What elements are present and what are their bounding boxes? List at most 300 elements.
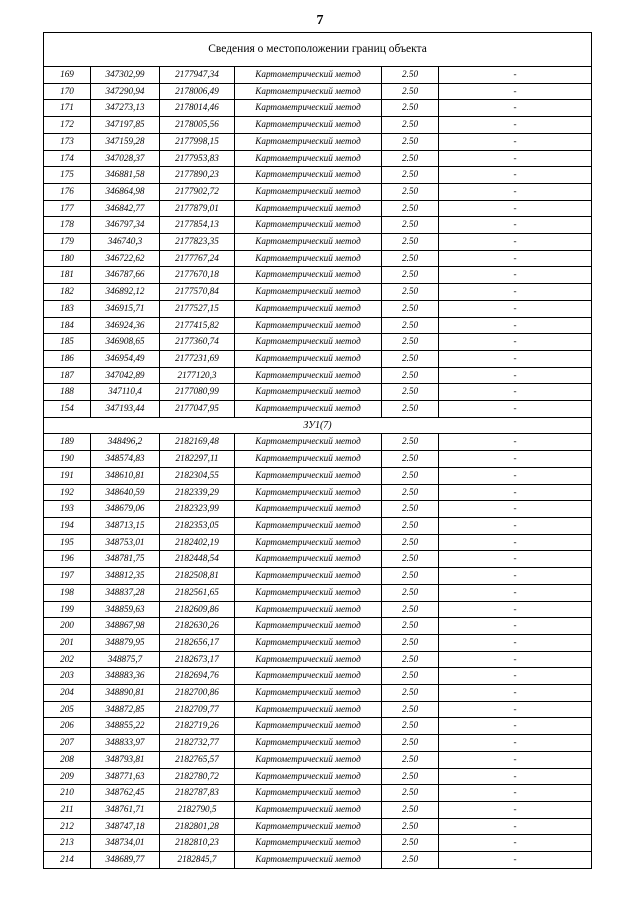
- precision-cell: 2.50: [382, 801, 439, 818]
- method-cell: Картометрический метод: [235, 651, 382, 668]
- precision-cell: 2.50: [382, 167, 439, 184]
- table-body: [44, 33, 592, 869]
- table-row: [44, 517, 592, 534]
- table-row: [44, 100, 592, 117]
- point-number-cell: 188: [44, 384, 91, 401]
- method-cell: Картометрический метод: [235, 701, 382, 718]
- description-cell: -: [439, 150, 592, 167]
- precision-cell: 2.50: [382, 568, 439, 585]
- boundary-table: [43, 32, 592, 869]
- method-cell: Картометрический метод: [235, 334, 382, 351]
- table-row: [44, 668, 592, 685]
- description-cell: -: [439, 735, 592, 752]
- x-coordinate-cell: 348890,81: [91, 685, 160, 702]
- x-coordinate-cell: 348837,28: [91, 584, 160, 601]
- precision-cell: 2.50: [382, 651, 439, 668]
- precision-cell: 2.50: [382, 150, 439, 167]
- x-coordinate-cell: 348833,97: [91, 735, 160, 752]
- y-coordinate-cell: 2182780,72: [160, 768, 235, 785]
- y-coordinate-cell: 2177047,95: [160, 401, 235, 418]
- precision-cell: 2.50: [382, 484, 439, 501]
- precision-cell: 2.50: [382, 67, 439, 84]
- section-heading: ЗУ1(7): [44, 417, 592, 434]
- description-cell: -: [439, 234, 592, 251]
- precision-cell: 2.50: [382, 334, 439, 351]
- description-cell: -: [439, 651, 592, 668]
- y-coordinate-cell: 2177527,15: [160, 300, 235, 317]
- y-coordinate-cell: 2177947,34: [160, 67, 235, 84]
- precision-cell: 2.50: [382, 367, 439, 384]
- point-number-cell: 169: [44, 67, 91, 84]
- table-row: [44, 835, 592, 852]
- method-cell: Картометрический метод: [235, 568, 382, 585]
- x-coordinate-cell: 348610,81: [91, 467, 160, 484]
- point-number-cell: 184: [44, 317, 91, 334]
- description-cell: -: [439, 701, 592, 718]
- point-number-cell: 154: [44, 401, 91, 418]
- precision-cell: 2.50: [382, 117, 439, 134]
- method-cell: Картометрический метод: [235, 167, 382, 184]
- point-number-cell: 205: [44, 701, 91, 718]
- method-cell: Картометрический метод: [235, 718, 382, 735]
- table-row: [44, 551, 592, 568]
- table-row: [44, 384, 592, 401]
- method-cell: Картометрический метод: [235, 300, 382, 317]
- description-cell: -: [439, 83, 592, 100]
- precision-cell: 2.50: [382, 401, 439, 418]
- table-row: [44, 167, 592, 184]
- point-number-cell: 202: [44, 651, 91, 668]
- point-number-cell: 198: [44, 584, 91, 601]
- x-coordinate-cell: 347290,94: [91, 83, 160, 100]
- table-row: [44, 284, 592, 301]
- table-row: [44, 300, 592, 317]
- precision-cell: 2.50: [382, 250, 439, 267]
- table-row: [44, 584, 592, 601]
- y-coordinate-cell: 2182508,81: [160, 568, 235, 585]
- method-cell: Картометрический метод: [235, 133, 382, 150]
- y-coordinate-cell: 2177570,84: [160, 284, 235, 301]
- table-row: [44, 401, 592, 418]
- table-row: [44, 350, 592, 367]
- y-coordinate-cell: 2182719,26: [160, 718, 235, 735]
- method-cell: Картометрический метод: [235, 67, 382, 84]
- point-number-cell: 192: [44, 484, 91, 501]
- point-number-cell: 207: [44, 735, 91, 752]
- precision-cell: 2.50: [382, 634, 439, 651]
- y-coordinate-cell: 2182656,17: [160, 634, 235, 651]
- y-coordinate-cell: 2182169,48: [160, 434, 235, 451]
- method-cell: Картометрический метод: [235, 117, 382, 134]
- precision-cell: 2.50: [382, 718, 439, 735]
- table-row: [44, 568, 592, 585]
- description-cell: -: [439, 801, 592, 818]
- description-cell: -: [439, 217, 592, 234]
- table-row: [44, 651, 592, 668]
- method-cell: Картометрический метод: [235, 501, 382, 518]
- y-coordinate-cell: 2182732,77: [160, 735, 235, 752]
- y-coordinate-cell: 2182297,11: [160, 451, 235, 468]
- y-coordinate-cell: 2177823,35: [160, 234, 235, 251]
- y-coordinate-cell: 2177998,15: [160, 133, 235, 150]
- description-cell: -: [439, 568, 592, 585]
- x-coordinate-cell: 348879,95: [91, 634, 160, 651]
- precision-cell: 2.50: [382, 517, 439, 534]
- point-number-cell: 173: [44, 133, 91, 150]
- point-number-cell: 193: [44, 501, 91, 518]
- method-cell: Картометрический метод: [235, 818, 382, 835]
- point-number-cell: 210: [44, 785, 91, 802]
- method-cell: Картометрический метод: [235, 852, 382, 869]
- x-coordinate-cell: 346797,34: [91, 217, 160, 234]
- description-cell: -: [439, 100, 592, 117]
- y-coordinate-cell: 2182323,99: [160, 501, 235, 518]
- method-cell: Картометрический метод: [235, 100, 382, 117]
- point-number-cell: 182: [44, 284, 91, 301]
- description-cell: -: [439, 818, 592, 835]
- description-cell: -: [439, 551, 592, 568]
- x-coordinate-cell: 347193,44: [91, 401, 160, 418]
- precision-cell: 2.50: [382, 701, 439, 718]
- y-coordinate-cell: 2182402,19: [160, 534, 235, 551]
- x-coordinate-cell: 346722,62: [91, 250, 160, 267]
- point-number-cell: 170: [44, 83, 91, 100]
- y-coordinate-cell: 2182694,76: [160, 668, 235, 685]
- x-coordinate-cell: 348812,35: [91, 568, 160, 585]
- point-number-cell: 197: [44, 568, 91, 585]
- method-cell: Картометрический метод: [235, 434, 382, 451]
- point-number-cell: 189: [44, 434, 91, 451]
- point-number-cell: 194: [44, 517, 91, 534]
- precision-cell: 2.50: [382, 601, 439, 618]
- x-coordinate-cell: 348689,77: [91, 852, 160, 869]
- precision-cell: 2.50: [382, 217, 439, 234]
- point-number-cell: 183: [44, 300, 91, 317]
- precision-cell: 2.50: [382, 133, 439, 150]
- x-coordinate-cell: 346892,12: [91, 284, 160, 301]
- y-coordinate-cell: 2182673,17: [160, 651, 235, 668]
- precision-cell: 2.50: [382, 451, 439, 468]
- point-number-cell: 176: [44, 183, 91, 200]
- y-coordinate-cell: 2178006,49: [160, 83, 235, 100]
- table-row: [44, 634, 592, 651]
- x-coordinate-cell: 348640,59: [91, 484, 160, 501]
- description-cell: -: [439, 284, 592, 301]
- method-cell: Картометрический метод: [235, 685, 382, 702]
- method-cell: Картометрический метод: [235, 317, 382, 334]
- method-cell: Картометрический метод: [235, 801, 382, 818]
- precision-cell: 2.50: [382, 751, 439, 768]
- x-coordinate-cell: 346915,71: [91, 300, 160, 317]
- x-coordinate-cell: 348753,01: [91, 534, 160, 551]
- description-cell: -: [439, 367, 592, 384]
- y-coordinate-cell: 2182609,86: [160, 601, 235, 618]
- y-coordinate-cell: 2178005,56: [160, 117, 235, 134]
- method-cell: Картометрический метод: [235, 484, 382, 501]
- x-coordinate-cell: 348872,85: [91, 701, 160, 718]
- table-row: [44, 183, 592, 200]
- x-coordinate-cell: 347159,28: [91, 133, 160, 150]
- x-coordinate-cell: 348771,63: [91, 768, 160, 785]
- x-coordinate-cell: 347302,99: [91, 67, 160, 84]
- y-coordinate-cell: 2177854,13: [160, 217, 235, 234]
- y-coordinate-cell: 2182790,5: [160, 801, 235, 818]
- table-row: [44, 751, 592, 768]
- y-coordinate-cell: 2177360,74: [160, 334, 235, 351]
- point-number-cell: 206: [44, 718, 91, 735]
- y-coordinate-cell: 2177231,69: [160, 350, 235, 367]
- x-coordinate-cell: 348867,98: [91, 618, 160, 635]
- description-cell: -: [439, 467, 592, 484]
- point-number-cell: 190: [44, 451, 91, 468]
- point-number-cell: 199: [44, 601, 91, 618]
- table-row: [44, 67, 592, 84]
- precision-cell: 2.50: [382, 384, 439, 401]
- description-cell: -: [439, 167, 592, 184]
- point-number-cell: 172: [44, 117, 91, 134]
- method-cell: Картометрический метод: [235, 234, 382, 251]
- point-number-cell: 179: [44, 234, 91, 251]
- x-coordinate-cell: 348781,75: [91, 551, 160, 568]
- method-cell: Картометрический метод: [235, 467, 382, 484]
- description-cell: -: [439, 584, 592, 601]
- x-coordinate-cell: 348761,71: [91, 801, 160, 818]
- precision-cell: 2.50: [382, 317, 439, 334]
- table-row: [44, 317, 592, 334]
- x-coordinate-cell: 347028,37: [91, 150, 160, 167]
- precision-cell: 2.50: [382, 350, 439, 367]
- description-cell: -: [439, 835, 592, 852]
- x-coordinate-cell: 347042,89: [91, 367, 160, 384]
- table-row: [44, 133, 592, 150]
- point-number-cell: 200: [44, 618, 91, 635]
- description-cell: -: [439, 334, 592, 351]
- description-cell: -: [439, 668, 592, 685]
- precision-cell: 2.50: [382, 818, 439, 835]
- method-cell: Картометрический метод: [235, 618, 382, 635]
- point-number-cell: 186: [44, 350, 91, 367]
- x-coordinate-cell: 348883,36: [91, 668, 160, 685]
- description-cell: -: [439, 67, 592, 84]
- x-coordinate-cell: 348855,22: [91, 718, 160, 735]
- y-coordinate-cell: 2182630,26: [160, 618, 235, 635]
- precision-cell: 2.50: [382, 267, 439, 284]
- description-cell: -: [439, 434, 592, 451]
- precision-cell: 2.50: [382, 100, 439, 117]
- method-cell: Картометрический метод: [235, 267, 382, 284]
- method-cell: Картометрический метод: [235, 584, 382, 601]
- method-cell: Картометрический метод: [235, 551, 382, 568]
- table-row: [44, 801, 592, 818]
- method-cell: Картометрический метод: [235, 217, 382, 234]
- x-coordinate-cell: 346864,98: [91, 183, 160, 200]
- precision-cell: 2.50: [382, 234, 439, 251]
- x-coordinate-cell: 346954,49: [91, 350, 160, 367]
- y-coordinate-cell: 2182709,77: [160, 701, 235, 718]
- description-cell: -: [439, 350, 592, 367]
- table-row: [44, 735, 592, 752]
- precision-cell: 2.50: [382, 735, 439, 752]
- y-coordinate-cell: 2182448,54: [160, 551, 235, 568]
- table-row: [44, 718, 592, 735]
- table-row: [44, 451, 592, 468]
- precision-cell: 2.50: [382, 284, 439, 301]
- table-row: [44, 618, 592, 635]
- method-cell: Картометрический метод: [235, 785, 382, 802]
- method-cell: Картометрический метод: [235, 835, 382, 852]
- precision-cell: 2.50: [382, 467, 439, 484]
- description-cell: -: [439, 451, 592, 468]
- method-cell: Картометрический метод: [235, 350, 382, 367]
- x-coordinate-cell: 348734,01: [91, 835, 160, 852]
- x-coordinate-cell: 348496,2: [91, 434, 160, 451]
- method-cell: Картометрический метод: [235, 634, 382, 651]
- description-cell: -: [439, 751, 592, 768]
- table-row: [44, 367, 592, 384]
- table-row: [44, 852, 592, 869]
- method-cell: Картометрический метод: [235, 735, 382, 752]
- y-coordinate-cell: 2182765,57: [160, 751, 235, 768]
- x-coordinate-cell: 348574,83: [91, 451, 160, 468]
- table-row: [44, 334, 592, 351]
- table-row: [44, 467, 592, 484]
- y-coordinate-cell: 2182845,7: [160, 852, 235, 869]
- description-cell: -: [439, 250, 592, 267]
- precision-cell: 2.50: [382, 785, 439, 802]
- x-coordinate-cell: 348747,18: [91, 818, 160, 835]
- x-coordinate-cell: 348762,45: [91, 785, 160, 802]
- point-number-cell: 212: [44, 818, 91, 835]
- x-coordinate-cell: 346881,58: [91, 167, 160, 184]
- y-coordinate-cell: 2182353,05: [160, 517, 235, 534]
- precision-cell: 2.50: [382, 434, 439, 451]
- point-number-cell: 187: [44, 367, 91, 384]
- point-number-cell: 191: [44, 467, 91, 484]
- point-number-cell: 178: [44, 217, 91, 234]
- table-row: [44, 534, 592, 551]
- y-coordinate-cell: 2182787,83: [160, 785, 235, 802]
- point-number-cell: 214: [44, 852, 91, 869]
- point-number-cell: 201: [44, 634, 91, 651]
- point-number-cell: 196: [44, 551, 91, 568]
- description-cell: -: [439, 300, 592, 317]
- y-coordinate-cell: 2177953,83: [160, 150, 235, 167]
- table-row: [44, 818, 592, 835]
- y-coordinate-cell: 2177120,3: [160, 367, 235, 384]
- description-cell: -: [439, 183, 592, 200]
- x-coordinate-cell: 346908,65: [91, 334, 160, 351]
- point-number-cell: 174: [44, 150, 91, 167]
- x-coordinate-cell: 347197,85: [91, 117, 160, 134]
- description-cell: -: [439, 601, 592, 618]
- precision-cell: 2.50: [382, 551, 439, 568]
- y-coordinate-cell: 2182810,23: [160, 835, 235, 852]
- table-row: [44, 768, 592, 785]
- x-coordinate-cell: 346924,36: [91, 317, 160, 334]
- description-cell: -: [439, 517, 592, 534]
- y-coordinate-cell: 2178014,46: [160, 100, 235, 117]
- table-row: [44, 701, 592, 718]
- x-coordinate-cell: 346740,3: [91, 234, 160, 251]
- method-cell: Картометрический метод: [235, 768, 382, 785]
- method-cell: Картометрический метод: [235, 200, 382, 217]
- table-row: [44, 117, 592, 134]
- precision-cell: 2.50: [382, 183, 439, 200]
- point-number-cell: 213: [44, 835, 91, 852]
- x-coordinate-cell: 348713,15: [91, 517, 160, 534]
- y-coordinate-cell: 2177890,23: [160, 167, 235, 184]
- description-cell: -: [439, 618, 592, 635]
- method-cell: Картометрический метод: [235, 83, 382, 100]
- point-number-cell: 181: [44, 267, 91, 284]
- point-number-cell: 177: [44, 200, 91, 217]
- table-row: [44, 217, 592, 234]
- description-cell: -: [439, 133, 592, 150]
- method-cell: Картометрический метод: [235, 451, 382, 468]
- y-coordinate-cell: 2182801,28: [160, 818, 235, 835]
- precision-cell: 2.50: [382, 685, 439, 702]
- y-coordinate-cell: 2177767,24: [160, 250, 235, 267]
- description-cell: -: [439, 200, 592, 217]
- table-row: [44, 250, 592, 267]
- method-cell: Картометрический метод: [235, 384, 382, 401]
- point-number-cell: 185: [44, 334, 91, 351]
- x-coordinate-cell: 347110,4: [91, 384, 160, 401]
- precision-cell: 2.50: [382, 534, 439, 551]
- description-cell: -: [439, 634, 592, 651]
- x-coordinate-cell: 348793,81: [91, 751, 160, 768]
- method-cell: Картометрический метод: [235, 668, 382, 685]
- method-cell: Картометрический метод: [235, 284, 382, 301]
- description-cell: -: [439, 685, 592, 702]
- precision-cell: 2.50: [382, 768, 439, 785]
- description-cell: -: [439, 117, 592, 134]
- description-cell: -: [439, 501, 592, 518]
- precision-cell: 2.50: [382, 83, 439, 100]
- table-row: [44, 234, 592, 251]
- x-coordinate-cell: 348679,06: [91, 501, 160, 518]
- precision-cell: 2.50: [382, 501, 439, 518]
- precision-cell: 2.50: [382, 618, 439, 635]
- table-row: [44, 267, 592, 284]
- precision-cell: 2.50: [382, 584, 439, 601]
- table-row: [44, 484, 592, 501]
- table-row: [44, 501, 592, 518]
- method-cell: Картометрический метод: [235, 601, 382, 618]
- x-coordinate-cell: 346787,66: [91, 267, 160, 284]
- table-row: [44, 685, 592, 702]
- description-cell: -: [439, 852, 592, 869]
- point-number-cell: 175: [44, 167, 91, 184]
- table-title-row: [44, 33, 592, 67]
- method-cell: Картометрический метод: [235, 183, 382, 200]
- description-cell: -: [439, 267, 592, 284]
- description-cell: -: [439, 534, 592, 551]
- table-row: [44, 785, 592, 802]
- precision-cell: 2.50: [382, 200, 439, 217]
- y-coordinate-cell: 2182700,86: [160, 685, 235, 702]
- description-cell: -: [439, 768, 592, 785]
- method-cell: Картометрический метод: [235, 401, 382, 418]
- section-heading-row: [44, 417, 592, 434]
- y-coordinate-cell: 2182561,65: [160, 584, 235, 601]
- y-coordinate-cell: 2182304,55: [160, 467, 235, 484]
- table-title: Сведения о местоположении границ объекта: [44, 33, 592, 67]
- x-coordinate-cell: 348859,63: [91, 601, 160, 618]
- y-coordinate-cell: 2177080,99: [160, 384, 235, 401]
- table-row: [44, 601, 592, 618]
- method-cell: Картометрический метод: [235, 517, 382, 534]
